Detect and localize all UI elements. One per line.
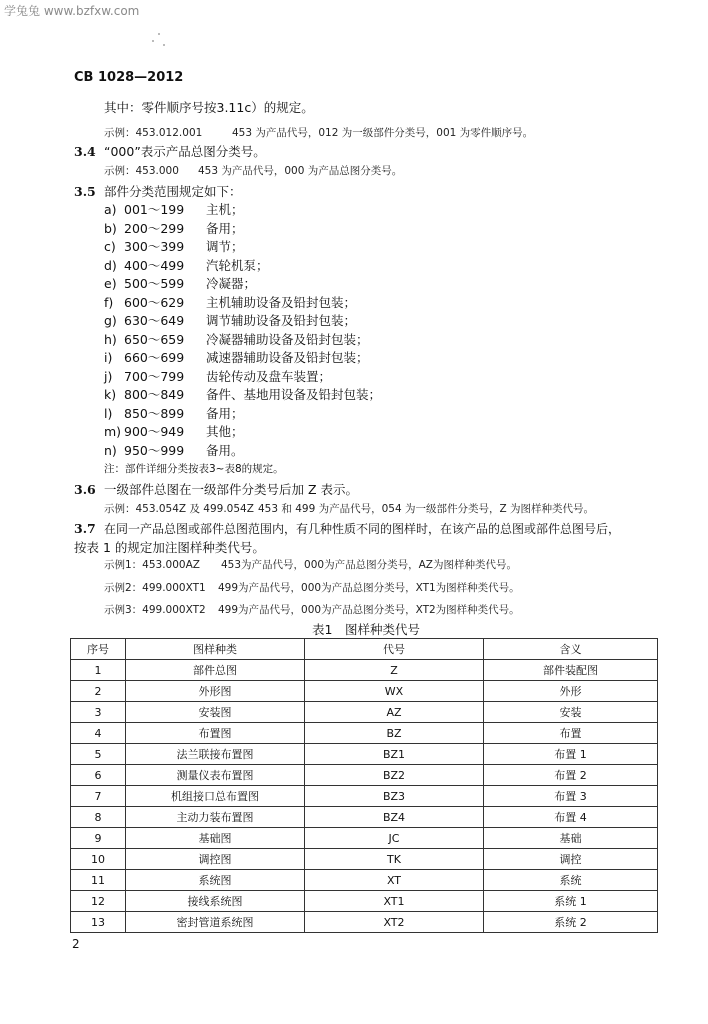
page-number: 2 [72, 937, 80, 951]
table-cell: 8 [71, 807, 126, 828]
table-cell: 2 [71, 681, 126, 702]
range-item [104, 311, 356, 329]
table-cell: 13 [71, 912, 126, 933]
table-header-row [71, 639, 658, 660]
table-cell: 布置 3 [484, 786, 658, 807]
range-desc: 调节辅助设备及铅封包装； [206, 313, 357, 328]
table-cell: XT [305, 870, 484, 891]
range-item [104, 237, 244, 255]
table-cell: 10 [71, 849, 126, 870]
example-desc: 499为产品代号，000为产品总图分类号，XT2为图样种类代号。 [218, 604, 520, 616]
table-cell: BZ1 [305, 744, 484, 765]
table-cell: 主动力装布置图 [126, 807, 305, 828]
table-cell: 布置图 [126, 723, 305, 744]
header-cell: 序号 [71, 639, 126, 660]
header-cell: 含义 [484, 639, 658, 660]
range-item [104, 404, 244, 422]
range-span: 950～999 [124, 442, 185, 458]
paragraph-line: 其中：零件顺序号按3.11c）的规定。 [104, 100, 314, 115]
section-number: 3.7 [74, 521, 96, 536]
range-desc: 主机辅助设备及铅封包装； [206, 294, 357, 310]
table-cell: 基础 [484, 828, 658, 849]
table-cell: 系统图 [126, 870, 305, 891]
range-span: 650～659 [124, 331, 185, 347]
range-desc: 备件、基地用设备及铅封包装； [206, 387, 382, 402]
table-row [71, 828, 658, 849]
table-row [71, 807, 658, 828]
range-span: 600～629 [124, 294, 185, 310]
range-desc: 备用； [206, 220, 244, 236]
range-key: b) [104, 220, 117, 236]
table-cell: 安装 [484, 702, 658, 723]
range-key: m) [104, 424, 122, 439]
range-span: 800～849 [124, 387, 185, 402]
section-3-4 [74, 142, 266, 160]
example-desc: 453为产品代号，000为产品总图分类号，AZ为图样种类代号。 [221, 559, 517, 571]
table-row [71, 723, 658, 744]
header-cell: 图样种类 [126, 639, 305, 660]
table-cell: XT2 [305, 912, 484, 933]
table-cell: 系统 2 [484, 912, 658, 933]
table-cell: 布置 2 [484, 765, 658, 786]
range-key: a) [104, 202, 117, 217]
range-key: l) [104, 405, 113, 421]
table-cell: BZ4 [305, 807, 484, 828]
table-row [71, 891, 658, 912]
table-cell: 系统 [484, 870, 658, 891]
range-key: e) [104, 276, 117, 291]
example-label: 示例：453.054Z 及 499.054Z [104, 503, 254, 515]
table-cell: 调控图 [126, 849, 305, 870]
scan-speck [158, 33, 160, 35]
range-desc: 调节； [206, 239, 244, 254]
paragraph-line: 按表 1 的规定加注图样种类代号。 [74, 540, 265, 555]
table-cell: 7 [71, 786, 126, 807]
table-cell: 部件装配图 [484, 660, 658, 681]
section-text: 部件分类范围规定如下： [104, 184, 242, 199]
range-key: h) [104, 331, 117, 347]
range-item [104, 385, 381, 403]
range-desc: 齿轮传动及盘车装置； [206, 368, 332, 384]
example-label: 示例2：499.000XT1 [104, 582, 206, 594]
section-text: 一级部件总图在一级部件分类号后加 Z 表示。 [104, 482, 359, 497]
table-cell: AZ [305, 702, 484, 723]
scan-speck [163, 44, 165, 46]
range-desc: 汽轮机泵； [206, 257, 269, 273]
table-cell: 基础图 [126, 828, 305, 849]
drawing-type-table [70, 638, 658, 933]
table-cell: 布置 4 [484, 807, 658, 828]
range-item [104, 441, 244, 459]
table-cell: Z [305, 660, 484, 681]
example-desc: 453 为产品代号，000 为产品总图分类号。 [198, 165, 403, 177]
table-cell: 法兰联接布置图 [126, 744, 305, 765]
table-cell: 3 [71, 702, 126, 723]
table-row [71, 870, 658, 891]
range-span: 200～299 [124, 220, 185, 236]
section-number: 3.6 [74, 482, 96, 497]
table-cell: 部件总图 [126, 660, 305, 681]
table-cell: 外形 [484, 681, 658, 702]
example-desc: 453 和 499 为产品代号，054 为一级部件分类号，Z 为图样种类代号。 [258, 503, 595, 515]
range-key: i) [104, 350, 113, 365]
example-label: 示例3：499.000XT2 [104, 604, 206, 616]
table-cell: 布置 [484, 723, 658, 744]
table-caption: 表1 图样种类代号 [312, 622, 420, 637]
table-cell: 12 [71, 891, 126, 912]
table-cell: BZ2 [305, 765, 484, 786]
range-item [104, 330, 369, 348]
table-cell: WX [305, 681, 484, 702]
table-cell: 外形图 [126, 681, 305, 702]
range-key: n) [104, 442, 117, 458]
section-3-6 [74, 480, 358, 498]
example-label: 示例：453.012.001 [104, 127, 203, 139]
table-cell: 6 [71, 765, 126, 786]
table-cell: JC [305, 828, 484, 849]
range-key: j) [104, 368, 113, 384]
range-desc: 冷凝器辅助设备及铅封包装； [206, 331, 369, 347]
table-cell: TK [305, 849, 484, 870]
range-span: 850～899 [124, 405, 185, 421]
table-cell: 测量仪表布置图 [126, 765, 305, 786]
table-cell: 5 [71, 744, 126, 765]
range-item [104, 274, 256, 292]
section-number: 3.4 [74, 144, 96, 159]
range-desc: 冷凝器； [206, 276, 257, 291]
table-cell: 1 [71, 660, 126, 681]
range-desc: 备用； [206, 405, 244, 421]
example-desc: 499为产品代号，000为产品总图分类号，XT1为图样种类代号。 [218, 582, 520, 594]
range-item [104, 219, 244, 237]
range-item [104, 367, 331, 385]
range-span: 660～699 [124, 350, 185, 365]
example-label: 示例1：453.000AZ [104, 559, 200, 571]
header-cell: 代号 [305, 639, 484, 660]
range-key: d) [104, 257, 117, 273]
table-row [71, 765, 658, 786]
watermark: 学兔兔 www.bzfxw.com [4, 4, 140, 18]
table-cell: XT1 [305, 891, 484, 912]
table-row [71, 786, 658, 807]
range-note: 注：部件详细分类按表3~表8的规定。 [104, 463, 284, 475]
section-3-5 [74, 182, 242, 200]
table-row [71, 681, 658, 702]
example-label: 示例：453.000 [104, 165, 179, 177]
section-text: 在同一产品总图或部件总图范围内，有几种性质不同的图样时，在该产品的总图或部件总图号后， [104, 522, 621, 536]
range-span: 001～199 [124, 202, 185, 217]
range-desc: 备用。 [206, 442, 244, 458]
range-span: 500～599 [124, 276, 185, 291]
range-key: k) [104, 387, 117, 402]
table-cell: 布置 1 [484, 744, 658, 765]
range-item [104, 200, 244, 218]
example-desc: 453 为产品代号，012 为一级部件分类号，001 为零件顺序号。 [232, 127, 534, 139]
table-cell: 4 [71, 723, 126, 744]
range-desc: 减速器辅助设备及铅封包装； [206, 350, 369, 365]
section-number: 3.5 [74, 184, 96, 199]
range-span: 630～649 [124, 313, 185, 328]
table-cell: BZ3 [305, 786, 484, 807]
scan-speck [152, 40, 154, 42]
table-row [71, 660, 658, 681]
table-cell: 安装图 [126, 702, 305, 723]
range-span: 900～949 [124, 424, 185, 439]
table-cell: 9 [71, 828, 126, 849]
range-key: g) [104, 313, 117, 328]
table-row [71, 912, 658, 933]
section-text: “000”表示产品总图分类号。 [104, 144, 266, 159]
standard-number: CB 1028—2012 [74, 70, 184, 85]
table-cell: 密封管道系统图 [126, 912, 305, 933]
table-cell: 系统 1 [484, 891, 658, 912]
table-row [71, 849, 658, 870]
table-cell: BZ [305, 723, 484, 744]
range-span: 700～799 [124, 368, 185, 384]
range-span: 300～399 [124, 239, 185, 254]
range-item [104, 422, 244, 440]
table-cell: 接线系统图 [126, 891, 305, 912]
section-3-7 [74, 520, 620, 537]
table-row [71, 702, 658, 723]
range-item [104, 348, 369, 366]
range-item [104, 293, 356, 311]
table-row [71, 744, 658, 765]
range-key: f) [104, 294, 114, 310]
range-item [104, 256, 269, 274]
range-span: 400～499 [124, 257, 185, 273]
table-cell: 调控 [484, 849, 658, 870]
range-desc: 其他； [206, 424, 244, 439]
table-cell: 机组接口总布置图 [126, 786, 305, 807]
range-key: c) [104, 239, 116, 254]
range-desc: 主机； [206, 202, 244, 217]
table-cell: 11 [71, 870, 126, 891]
